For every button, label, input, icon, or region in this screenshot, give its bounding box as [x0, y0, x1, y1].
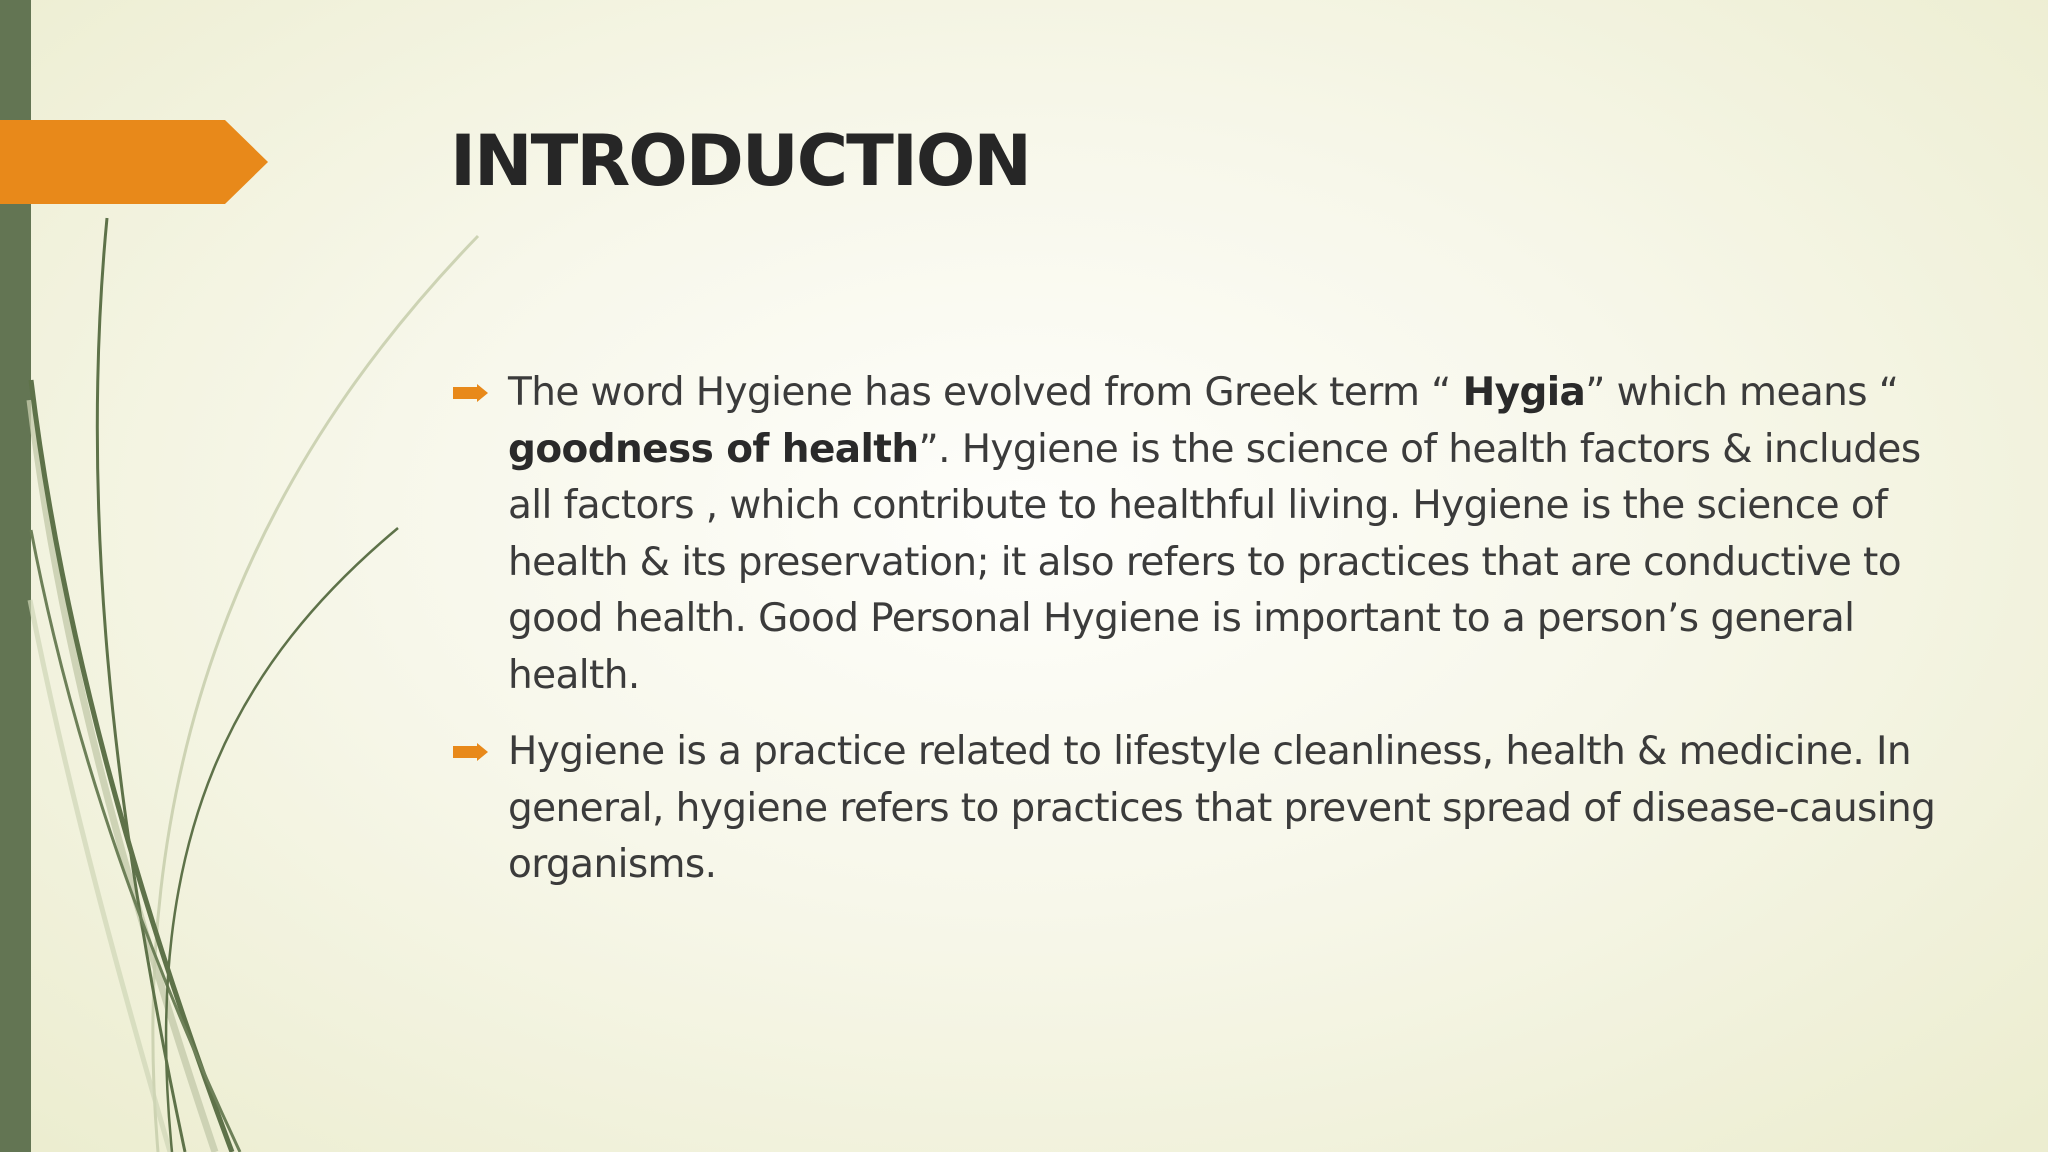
bullet-item-1 [452, 365, 1942, 704]
bullet-1-text-b: ” which means “ [1585, 370, 1899, 415]
bullet-1-term-hygia: Hygia [1462, 370, 1586, 415]
orange-arrow-bullet-icon [453, 743, 488, 761]
bullet-1-text-c: ”. Hygiene is the science of health factors & includes all factors , which contribute to healthful living. Hygiene is the science of health & its preservation; it also refers to practices that are conductive to good health. Good Personal Hygiene is important to a person’s general health. [508, 426, 1921, 698]
bullet-2-text: Hygiene is a practice related to lifestyle cleanliness, health & medicine. In general, hygiene refers to practices that prevent spread of disease-causing organisms. [508, 729, 1936, 887]
orange-arrow-banner [0, 120, 268, 204]
bullet-1-term-goodness: goodness of health [508, 426, 919, 472]
bullet-item-2 [452, 724, 1942, 894]
bullet-list [452, 365, 1942, 914]
slide-title: INTRODUCTION [450, 120, 1030, 202]
bullet-1-text-a: The word Hygiene has evolved from Greek term “ [508, 370, 1463, 415]
orange-arrow-bullet-icon [453, 384, 488, 402]
